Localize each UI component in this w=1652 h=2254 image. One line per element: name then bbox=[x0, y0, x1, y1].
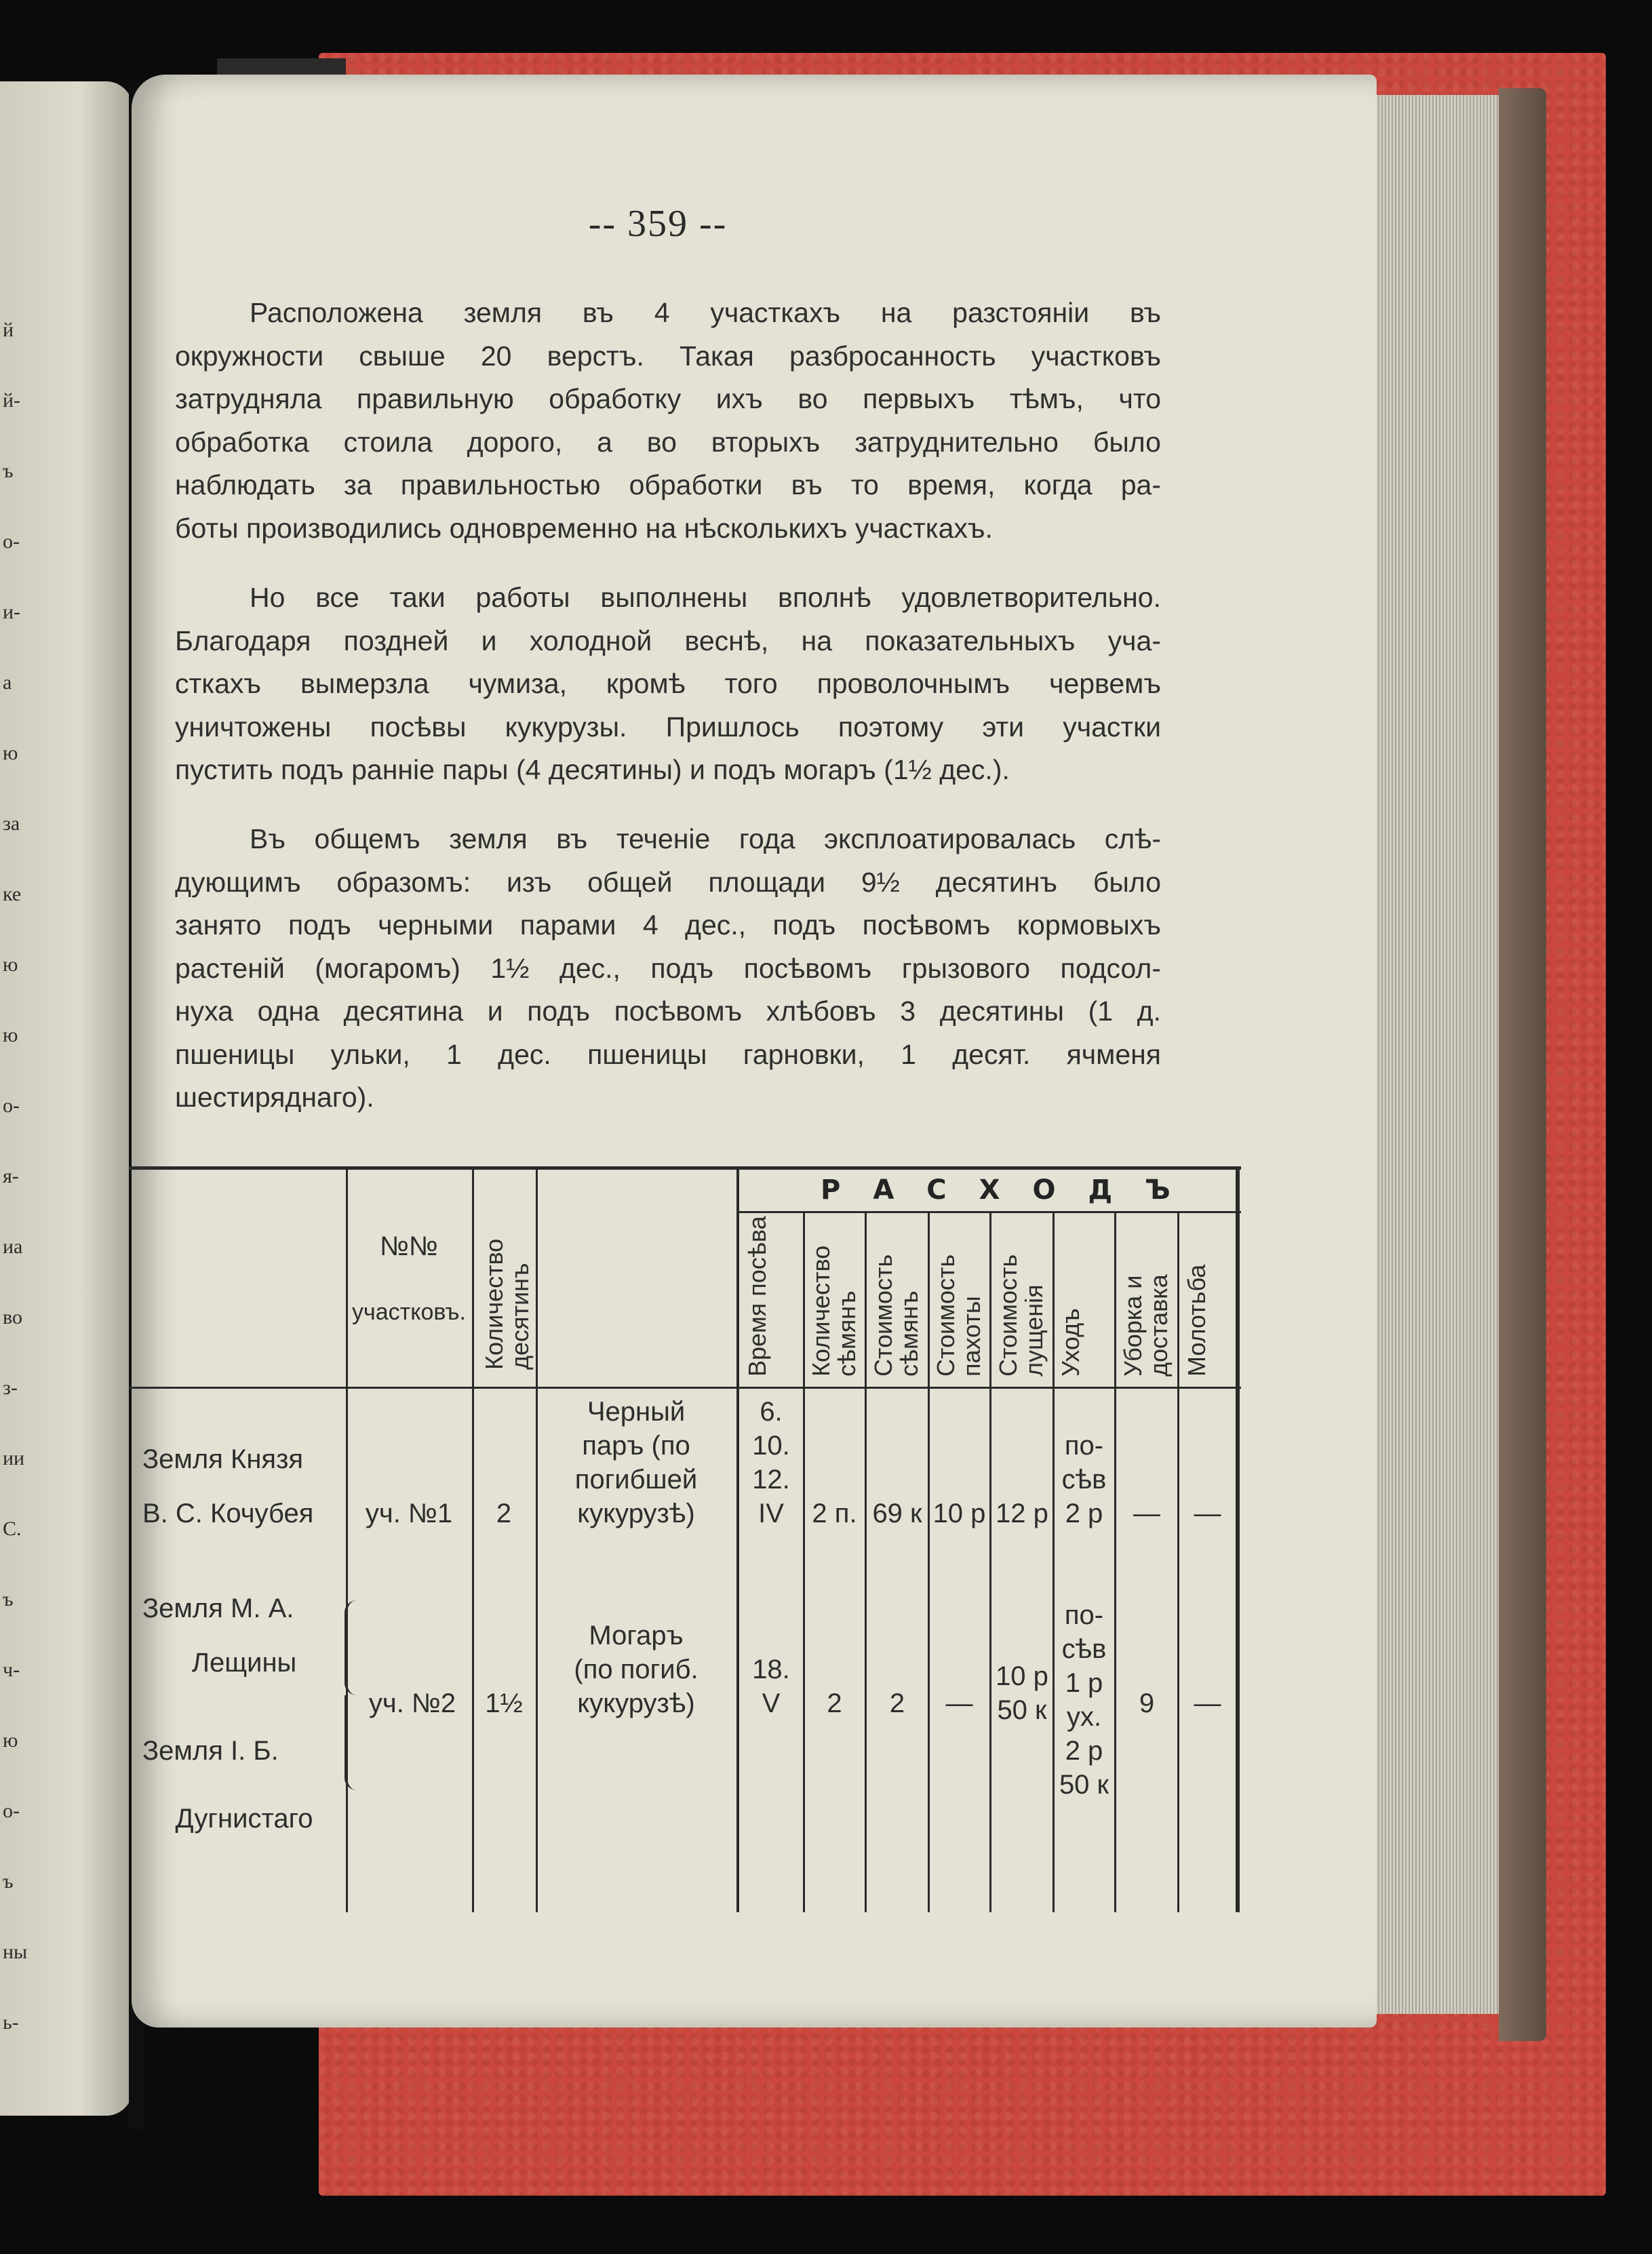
land-use: Могаръ bbox=[589, 1621, 684, 1650]
owner-name: Лещины bbox=[191, 1648, 297, 1678]
sowing-time: 18. bbox=[752, 1655, 790, 1684]
ploughing-cost: — bbox=[945, 1688, 973, 1718]
plot-number: уч. №2 bbox=[368, 1688, 456, 1718]
left-page-fragment: ъ bbox=[3, 460, 14, 482]
paragraph-1 bbox=[175, 292, 1161, 550]
sub-header: Стоимость сѣмянъ bbox=[869, 1254, 923, 1377]
col-plot-sub: участковъ. bbox=[352, 1299, 466, 1325]
text-line: сткахъ вымерзла чумиза, кромѣ того проволочнымъ червемъ bbox=[175, 668, 1161, 699]
harvest-cost: 9 bbox=[1139, 1688, 1155, 1718]
owner-name: В. С. Кочубея bbox=[142, 1499, 314, 1528]
owner-name: Земля М. А. bbox=[142, 1594, 294, 1623]
plot-number: уч. №1 bbox=[365, 1499, 453, 1528]
text-line: растенiй (могаромъ) 1½ дес., подъ посѣвомъ грызового подсол- bbox=[175, 952, 1161, 984]
sowing-time: IV bbox=[758, 1499, 784, 1528]
cover-board-edge bbox=[1499, 88, 1546, 2041]
threshing-cost: — bbox=[1194, 1499, 1221, 1528]
care-cost: 1 р bbox=[1065, 1668, 1103, 1698]
text-line: боты производились одновременно на нѣсколькихъ участкахъ. bbox=[175, 512, 993, 544]
left-page-fragment: й- bbox=[3, 389, 21, 412]
text-line: обработка стоила дорого, а во вторыхъ затруднительно было bbox=[175, 426, 1161, 458]
row-brace bbox=[345, 1695, 359, 1790]
left-page-fragment: а bbox=[3, 671, 12, 694]
text-line: Расположена земля въ 4 участкахъ на разстоянiи въ bbox=[250, 297, 1161, 328]
left-page-fragment: ю bbox=[3, 953, 18, 976]
ploughing-cost: 10 р bbox=[932, 1499, 986, 1528]
left-page-fragment: во bbox=[3, 1306, 22, 1328]
text-line: нуха одна десятина и подъ посѣвомъ хлѣбовъ 3 десятины (1 д. bbox=[175, 995, 1161, 1027]
left-page-fragment: ь- bbox=[3, 2011, 19, 2034]
left-page-fragment: я- bbox=[3, 1165, 19, 1187]
sub-header: Количество сѣмянъ bbox=[807, 1245, 861, 1377]
land-use: кукурузѣ) bbox=[577, 1499, 695, 1528]
text-line: Въ общемъ земля въ теченiе года эксплоатировалась слѣ- bbox=[250, 823, 1161, 854]
left-page-fragment: за bbox=[3, 812, 20, 835]
left-page-fragment: С. bbox=[3, 1518, 22, 1540]
left-page-fragment: ии bbox=[3, 1447, 25, 1469]
left-page-fragment: з- bbox=[3, 1377, 18, 1399]
disking-cost: 10 р bbox=[996, 1661, 1048, 1691]
left-page-fragment: ю bbox=[3, 1024, 18, 1046]
land-use: паръ (по bbox=[582, 1431, 690, 1461]
land-use: Черный bbox=[587, 1397, 686, 1427]
harvest-cost: — bbox=[1133, 1499, 1160, 1528]
text-line: Благодаря поздней и холодной веснѣ, на показательныхъ уча- bbox=[175, 625, 1161, 656]
text-line: затрудняла правильную обработку ихъ во первыхъ тѣмъ, что bbox=[175, 383, 1161, 414]
text-line: наблюдать за правильностью обработки въ то время, когда ра- bbox=[175, 469, 1161, 500]
paragraph-2 bbox=[175, 576, 1161, 792]
text-line: занято подъ черными парами 4 дес., подъ посѣвомъ кормовыхъ bbox=[175, 909, 1161, 941]
seed-cost: 2 bbox=[889, 1688, 905, 1718]
left-page-fragment: ю bbox=[3, 742, 18, 764]
owner-name: Дугнистаго bbox=[175, 1804, 313, 1834]
text-line: дующимъ образомъ: изъ общей площади 9½ десятинъ было bbox=[175, 866, 1161, 898]
sowing-time: 12. bbox=[752, 1465, 790, 1495]
sowing-time: 10. bbox=[752, 1431, 790, 1461]
disking-cost: 50 к bbox=[997, 1695, 1047, 1725]
sub-header: Молотьба bbox=[1183, 1264, 1211, 1377]
left-page-fragment: ке bbox=[3, 883, 22, 905]
care-cost: по- bbox=[1064, 1600, 1104, 1630]
left-page-fragment: ъ bbox=[3, 1870, 14, 1893]
sowing-time: 6. bbox=[760, 1397, 783, 1427]
text-line: окружности свыше 20 верстъ. Такая разбросанность участковъ bbox=[175, 340, 1161, 372]
seed-quantity: 2 п. bbox=[812, 1499, 857, 1528]
sub-header: Стоимость лущенія bbox=[994, 1254, 1048, 1377]
left-page-fragment: о- bbox=[3, 1800, 20, 1822]
col-plot-label: №№ bbox=[380, 1231, 438, 1261]
left-page-fragment: и- bbox=[3, 601, 21, 623]
area-value: 1½ bbox=[485, 1688, 523, 1718]
page-edges bbox=[1367, 95, 1505, 2014]
left-page-fragment: ъ bbox=[3, 1588, 14, 1610]
text-line: Но все таки работы выполнены вполнѣ удовлетворительно. bbox=[250, 582, 1161, 613]
text-line: пустить подъ раннiе пары (4 десятины) и подъ могаръ (1½ дес.). bbox=[175, 754, 1010, 785]
seed-quantity: 2 bbox=[827, 1688, 842, 1718]
disking-cost: 12 р bbox=[996, 1499, 1048, 1528]
text-line: шестиряднаго). bbox=[175, 1082, 374, 1113]
care-cost: 2 р bbox=[1065, 1499, 1103, 1528]
owner-name: Земля Князя bbox=[142, 1444, 304, 1474]
left-page bbox=[0, 81, 133, 2116]
page-number: -- 359 -- bbox=[588, 203, 728, 245]
expense-header: РАСХОДЪ bbox=[821, 1174, 1203, 1206]
care-cost: сѣв bbox=[1061, 1465, 1107, 1495]
paragraph-3 bbox=[175, 818, 1161, 1120]
sub-header: Уборка и доставка bbox=[1119, 1274, 1173, 1377]
left-page-fragment: ю bbox=[3, 1729, 18, 1752]
care-cost: 2 р bbox=[1065, 1736, 1103, 1766]
left-page-fragment: о- bbox=[3, 530, 20, 553]
left-page-fragment: о- bbox=[3, 1094, 20, 1117]
expense-table bbox=[129, 1166, 1241, 1912]
text-line: уничтожены посѣвы кукурузы. Пришлось поэтому эти участки bbox=[175, 711, 1161, 743]
care-cost: сѣв bbox=[1061, 1634, 1107, 1664]
left-page-fragment: й bbox=[3, 319, 14, 341]
text-line: пшеницы ульки, 1 дес. пшеницы гарновки, 1 десят. ячменя bbox=[175, 1038, 1161, 1070]
area-value: 2 bbox=[496, 1499, 512, 1528]
land-use: погибшей bbox=[574, 1465, 698, 1495]
left-page-fragment: ны bbox=[3, 1941, 28, 1963]
care-cost: по- bbox=[1064, 1431, 1104, 1461]
land-use: (по погиб. bbox=[574, 1655, 699, 1684]
left-page-fragment: иа bbox=[3, 1235, 23, 1258]
sub-header: Время посѣва bbox=[743, 1216, 771, 1377]
sowing-time: V bbox=[762, 1688, 781, 1718]
threshing-cost: — bbox=[1194, 1688, 1221, 1718]
care-cost: 50 к bbox=[1059, 1770, 1109, 1800]
col-qty-header: Количество десятинъ bbox=[480, 1238, 534, 1370]
care-cost: ух. bbox=[1066, 1702, 1102, 1732]
sub-header: Уходъ bbox=[1057, 1308, 1084, 1377]
land-use: кукурузѣ) bbox=[577, 1688, 695, 1718]
owner-name: Земля І. Б. bbox=[142, 1736, 279, 1766]
row-brace bbox=[345, 1600, 359, 1695]
seed-cost: 69 к bbox=[872, 1499, 922, 1528]
left-page-fragment: ч- bbox=[3, 1659, 20, 1681]
sub-header: Стоимость пахоты bbox=[932, 1254, 985, 1377]
